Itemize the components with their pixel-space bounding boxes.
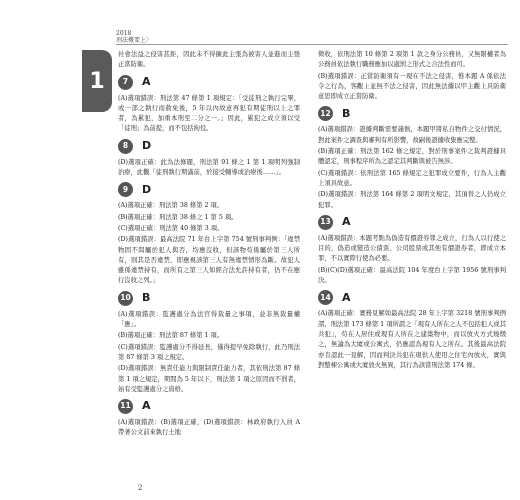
answer-marker (118, 182, 300, 197)
page-number: 2 (138, 484, 143, 492)
answer-letter: D (142, 182, 152, 196)
explanation-paragraph: (A)選項錯誤：刑法第 47 條第 1 項規定：「受徒刑之執行完畢，或一部之執行而赦免後，5 年以內故意再犯有期徒刑以上之罪者，為累犯，加重本刑至二分之一。」因此，累犯之成立須以受「徒刑」為前提，而不包括拘役。 (118, 94, 300, 133)
question-number-badge: 11 (118, 399, 133, 414)
explanation-paragraph: (B)選項正確：刑法第 38 條之 1 第 5 項。 (118, 213, 238, 221)
explanation-paragraph: (C)選項錯誤：依刑法第 165 條規定之犯罪成立要件，行為人主觀上須具故意。 (318, 169, 506, 187)
question-number-badge: 14 (318, 290, 333, 305)
explanation-paragraph: (B)選項正確：刑法第 162 條之規定，對於刑事案件之裁判證據具體認定，刑事程序所為之認定其判斷與被告無涉。 (318, 148, 506, 166)
explanation-paragraph: (A)選項正確：刑法第 38 條第 2 項。 (118, 202, 224, 210)
answer-letter: B (342, 106, 351, 120)
question-number-badge: 13 (318, 215, 333, 230)
answer-letter: A (142, 399, 151, 413)
chapter-tab: 1 (82, 50, 112, 112)
answer-marker (118, 139, 300, 154)
answer-marker (118, 75, 300, 90)
header-title: 刑法概要上〉 (116, 37, 153, 44)
question-number-badge: 7 (118, 75, 133, 90)
question-number-badge: 12 (318, 106, 333, 121)
explanation-paragraph: (D)選項錯誤：無責任能力與限制責任能力者，其依刑法第 87 條第 1 項之規定，期間為 5 年以下，刑法第 1 項之原因而不罰者，始有受監護處分之資格。 (118, 365, 300, 393)
question-number-badge: 8 (118, 139, 133, 154)
explanation-paragraph: (A)選項錯誤：(B)選項正確，(D)選項錯誤：林政府執行人員 A 帶著公文前來執行土地 (118, 419, 300, 437)
answer-marker (118, 399, 300, 414)
explanation-paragraph: (C)選項正確：刑法第 40 條第 3 項。 (118, 224, 224, 232)
answer-marker (318, 290, 506, 305)
explanation-paragraph: (C)選項錯誤：監護處分不得延長，僅得提早免除執行，此乃刑法第 87 條第 3 項之規定。 (118, 343, 300, 361)
explanation-paragraph: (B)(C)(D)選項正確：最高法院 104 年度台上字第 1956 號刑事判決。 (318, 266, 506, 285)
answer-marker (118, 291, 300, 306)
explanation-paragraph: 徵收，依刑法第 10 條第 2 項第 1 款之身分公務員，又無限權者為公務員依法執行職務應加以處罰之形式之合法性而可。 (318, 51, 506, 69)
running-header (116, 30, 506, 44)
right-column (318, 50, 506, 372)
header-year: 2018 (116, 30, 132, 37)
explanation-paragraph: (D)選項錯誤：刑法第 164 條第 2 項明文規定，其頂替之人仍成立犯罪。 (318, 191, 506, 209)
explanation-paragraph: (B)選項正確：刑法第 87 條第 1 項。 (118, 332, 224, 340)
answer-letter: B (142, 291, 151, 305)
header-rule (116, 44, 508, 45)
answer-letter: D (142, 139, 152, 153)
explanation-paragraph: (A)選項錯誤：監護處分為法官得裁量之事項，並非無裁量權「應」。 (118, 310, 300, 329)
question-number-badge: 9 (118, 182, 133, 197)
answer-marker (318, 215, 506, 230)
explanation-paragraph: 社會法益之侵害甚鉅，因此未不得擴此主張為被害人並進而主張正當防衛。 (118, 51, 300, 69)
explanation-paragraph: (D)選項正確：此為法條題，刑法第 91 條之 1 第 1 項明列強制治療，此觀「徒刑執行期滿前，於接受輔導或治療後……」。 (118, 158, 300, 177)
explanation-paragraph: (B)選項錯誤：正當防衛須有一現在不法之侵害，惟本題 A 係依法令之行為，客觀上並無不法之侵害，因此無法據以甲主觀上具防衛意思即成立正當防衛。 (318, 72, 506, 101)
explanation-paragraph: (A)選項錯誤：本題考點為偽造有價證券罪之成立，行為人以行使之目的，偽造或變造公債票、公司股票或其他有價證券者，即成立本罪，不以實際行使為必要。 (318, 234, 506, 263)
explanation-paragraph: (D)選項錯誤：最高法院 71 年台上字第 754 號刑事判例：「違禁物固不問屬於犯人與否，均應沒收，但該物苟係屬於第三人所有，則其是否違禁，即應視該第三人有無違禁情形為斷。故犯人雖係違禁持有，而所有之第三人如經合法允許持有者，仍不在應行沒收之列。」 (118, 236, 300, 285)
answer-letter: A (342, 290, 351, 304)
explanation-paragraph: (A)選項錯誤：證據判斷需要謹慎，本題甲將私自物件之交付情況，對此案件之調查與審判有所影響，故嗣後證據收集應完整。 (318, 126, 506, 144)
question-number-badge: 10 (118, 291, 133, 306)
answer-marker (318, 106, 506, 121)
left-column (118, 50, 300, 440)
answer-letter: A (342, 215, 351, 229)
answer-letter: A (142, 74, 151, 88)
explanation-paragraph: (A)選項正確：實務見解如最高法院 28 年上字第 3218 號刑事判例謂，刑法第 173 條第 1 項所謂之「現有人所在之人不包括犯人或其共犯」，苟在人居住或現有人所在之建築物中，而以放火方式燒燬之，無論為大廈或公寓式，仍應認為現有人之所在。其後最高法院亦肯認此一見解，因而判決共犯在現供人使用之住宅內放火，實與對整棟公寓或大廈放火無異，其行為該當刑法第 174 條。 (318, 310, 506, 369)
